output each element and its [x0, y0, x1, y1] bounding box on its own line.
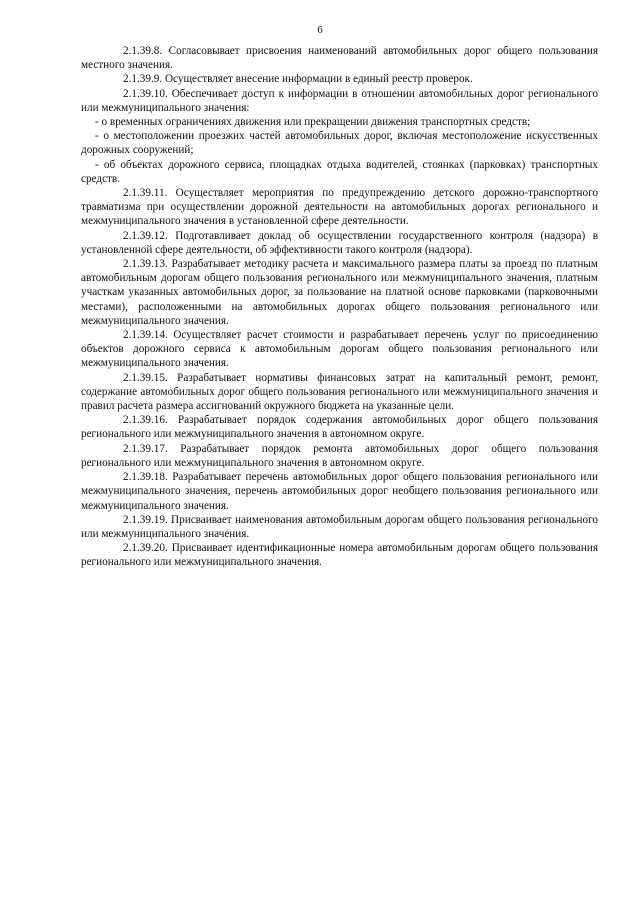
paragraph-2-1-39-11: 2.1.39.11. Осуществляет мероприятия по предупреждению детского дорожно-транспортного травматизма при осуществлении дорожной деятельности на автомобильных дорогах регионального и межмуниципального значения в установленной сфере деятельности. — [81, 187, 598, 228]
paragraph-2-1-39-19: 2.1.39.19. Присваивает наименования автомобильным дорогам общего пользования регионального или межмуниципального значения. — [81, 513, 598, 540]
paragraph-2-1-39-18: 2.1.39.18. Разрабатывает перечень автомобильных дорог общего пользования регионального или межмуниципального значения, перечень автомобильных дорог необщего пользования регионального или межмуниципального значения. — [81, 471, 598, 512]
paragraph-2-1-39-15: 2.1.39.15. Разрабатывает нормативы финансовых затрат на капитальный ремонт, ремонт, содержание автомобильных дорог общего пользования регионального или межмуниципального значения и правил расчета размера ассигнований окружного бюджета на указанные цели. — [81, 371, 598, 413]
paragraph-2-1-39-10: 2.1.39.10. Обеспечивает доступ к информации в отношении автомобильных дорог регионального или межмуниципального значения: — [81, 87, 598, 114]
paragraph-2-1-39-20: 2.1.39.20. Присваивает идентификационные номера автомобильным дорогам общего пользования регионального или межмуниципального значения. — [81, 542, 598, 569]
paragraph-2-1-39-14: 2.1.39.14. Осуществляет расчет стоимости и разрабатывает перечень услуг по присоединению объектов дорожного сервиса к автомобильным дорогам общего пользования регионального или межмуниципального значения. — [81, 329, 598, 370]
list-item-roadway-location: - о местоположении проезжих частей автомобильных дорог, включая местоположение искусственных дорожных сооружений; — [81, 130, 598, 157]
paragraph-2-1-39-16: 2.1.39.16. Разрабатывает порядок содержания автомобильных дорог общего пользования регионального или межмуниципального значения в автономном округе. — [81, 414, 598, 441]
page-number: 6 — [317, 24, 323, 36]
document-body — [81, 44, 598, 570]
list-item-road-service-objects: - об объектах дорожного сервиса, площадках отдыха водителей, стоянках (парковках) транспортных средств. — [81, 158, 598, 185]
paragraph-2-1-39-17: 2.1.39.17. Разрабатывает порядок ремонта автомобильных дорог общего пользования регионального или межмуниципального значения в автономном округе. — [81, 442, 598, 469]
paragraph-2-1-39-8: 2.1.39.8. Согласовывает присвоения наименований автомобильных дорог общего пользования местного значения. — [81, 45, 598, 72]
paragraph-2-1-39-12: 2.1.39.12. Подготавливает доклад об осуществлении государственного контроля (надзора) в установленной сфере деятельности, об эффективности такого контроля (надзора). — [81, 229, 598, 256]
paragraph-2-1-39-13: 2.1.39.13. Разрабатывает методику расчета и максимального размера платы за проезд по платным автомобильным дорогам общего пользования регионального или межмуниципального значения, платным участкам указанных автомобильных дорог, за пользование на платной основе парковками (парковочными местами), расположенными на автомобильных дорогах общего пользования регионального или межмуниципального значения. — [81, 258, 598, 327]
list-item-traffic-restrictions: - о временных ограничениях движения или прекращении движения транспортных средств; — [95, 116, 531, 129]
paragraph-2-1-39-9: 2.1.39.9. Осуществляет внесение информации в единый реестр проверок. — [123, 73, 473, 86]
